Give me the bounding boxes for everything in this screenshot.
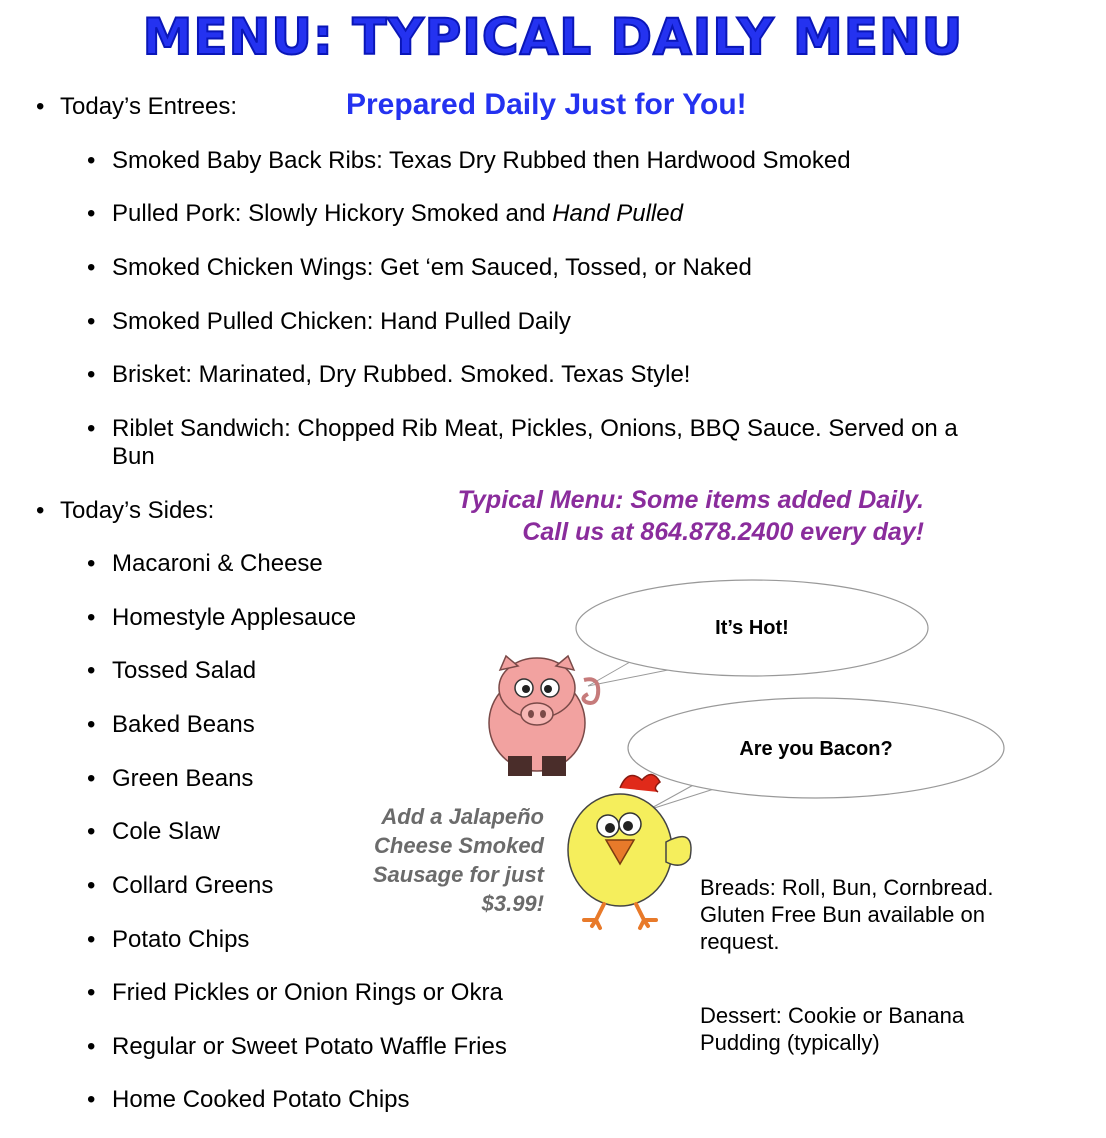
side-item: • Collard Greens — [112, 872, 992, 900]
side-item: • Regular or Sweet Potato Waffle Fries — [112, 1033, 992, 1061]
sausage-promo — [340, 802, 544, 918]
sausage-line: Add a Jalapeño — [381, 804, 544, 829]
sausage-price: $3.99! — [481, 891, 544, 916]
side-item: • Potato Chips — [112, 926, 992, 954]
entree-item: • Riblet Sandwich: Chopped Rib Meat, Pickles, Onions, BBQ Sauce. Served on a Bun — [112, 415, 992, 471]
entree-item: • Smoked Chicken Wings: Get ‘em Sauced, Tossed, or Naked — [112, 254, 992, 282]
pig-bubble-text: It’s Hot! — [715, 617, 789, 639]
page-title: MENU: TYPICAL DAILY MENU — [142, 8, 964, 66]
side-item: • Green Beans — [112, 765, 992, 793]
promo-phone-line: Call us at 864.878.2400 every day! — [522, 518, 924, 546]
promo-note — [400, 484, 924, 548]
sausage-line: Sausage for just — [372, 862, 544, 887]
side-item: • Fried Pickles or Onion Rings or Okra — [112, 979, 992, 1007]
side-item: • Macaroni & Cheese — [112, 550, 992, 578]
entree-item: • Smoked Baby Back Ribs: Texas Dry Rubbed then Hardwood Smoked — [112, 147, 992, 175]
dessert-note: Dessert: Cookie or Banana Pudding (typically) — [700, 1003, 965, 1055]
entree-item: • Brisket: Marinated, Dry Rubbed. Smoked. Texas Style! — [112, 361, 992, 389]
entree-item — [112, 200, 992, 228]
side-item: • Baked Beans — [112, 711, 992, 739]
entree-item-text: Pulled Pork: Slowly Hickory Smoked and — [112, 200, 553, 227]
promo-line: Typical Menu: Some items added Daily. — [457, 486, 924, 514]
entrees-heading: • Today’s Entrees: — [60, 93, 237, 121]
chick-bubble-text: Are you Bacon? — [739, 738, 893, 760]
side-item: • Homestyle Applesauce — [112, 604, 992, 632]
sides-heading: • Today’s Sides: — [60, 497, 214, 525]
sausage-line: Cheese Smoked — [374, 833, 544, 858]
entree-item-emphasis: Hand Pulled — [552, 200, 683, 227]
side-item: • Tossed Salad — [112, 657, 992, 685]
side-item: • Cole Slaw — [112, 818, 992, 846]
pig-icon — [489, 656, 598, 776]
side-item: • Home Cooked Potato Chips — [112, 1086, 992, 1114]
entree-item: • Smoked Pulled Chicken: Hand Pulled Daily — [112, 308, 992, 336]
subtitle: Prepared Daily Just for You! — [346, 88, 747, 121]
breads-note: Breads: Roll, Bun, Cornbread. Gluten Free Bun available on request. — [700, 875, 994, 954]
